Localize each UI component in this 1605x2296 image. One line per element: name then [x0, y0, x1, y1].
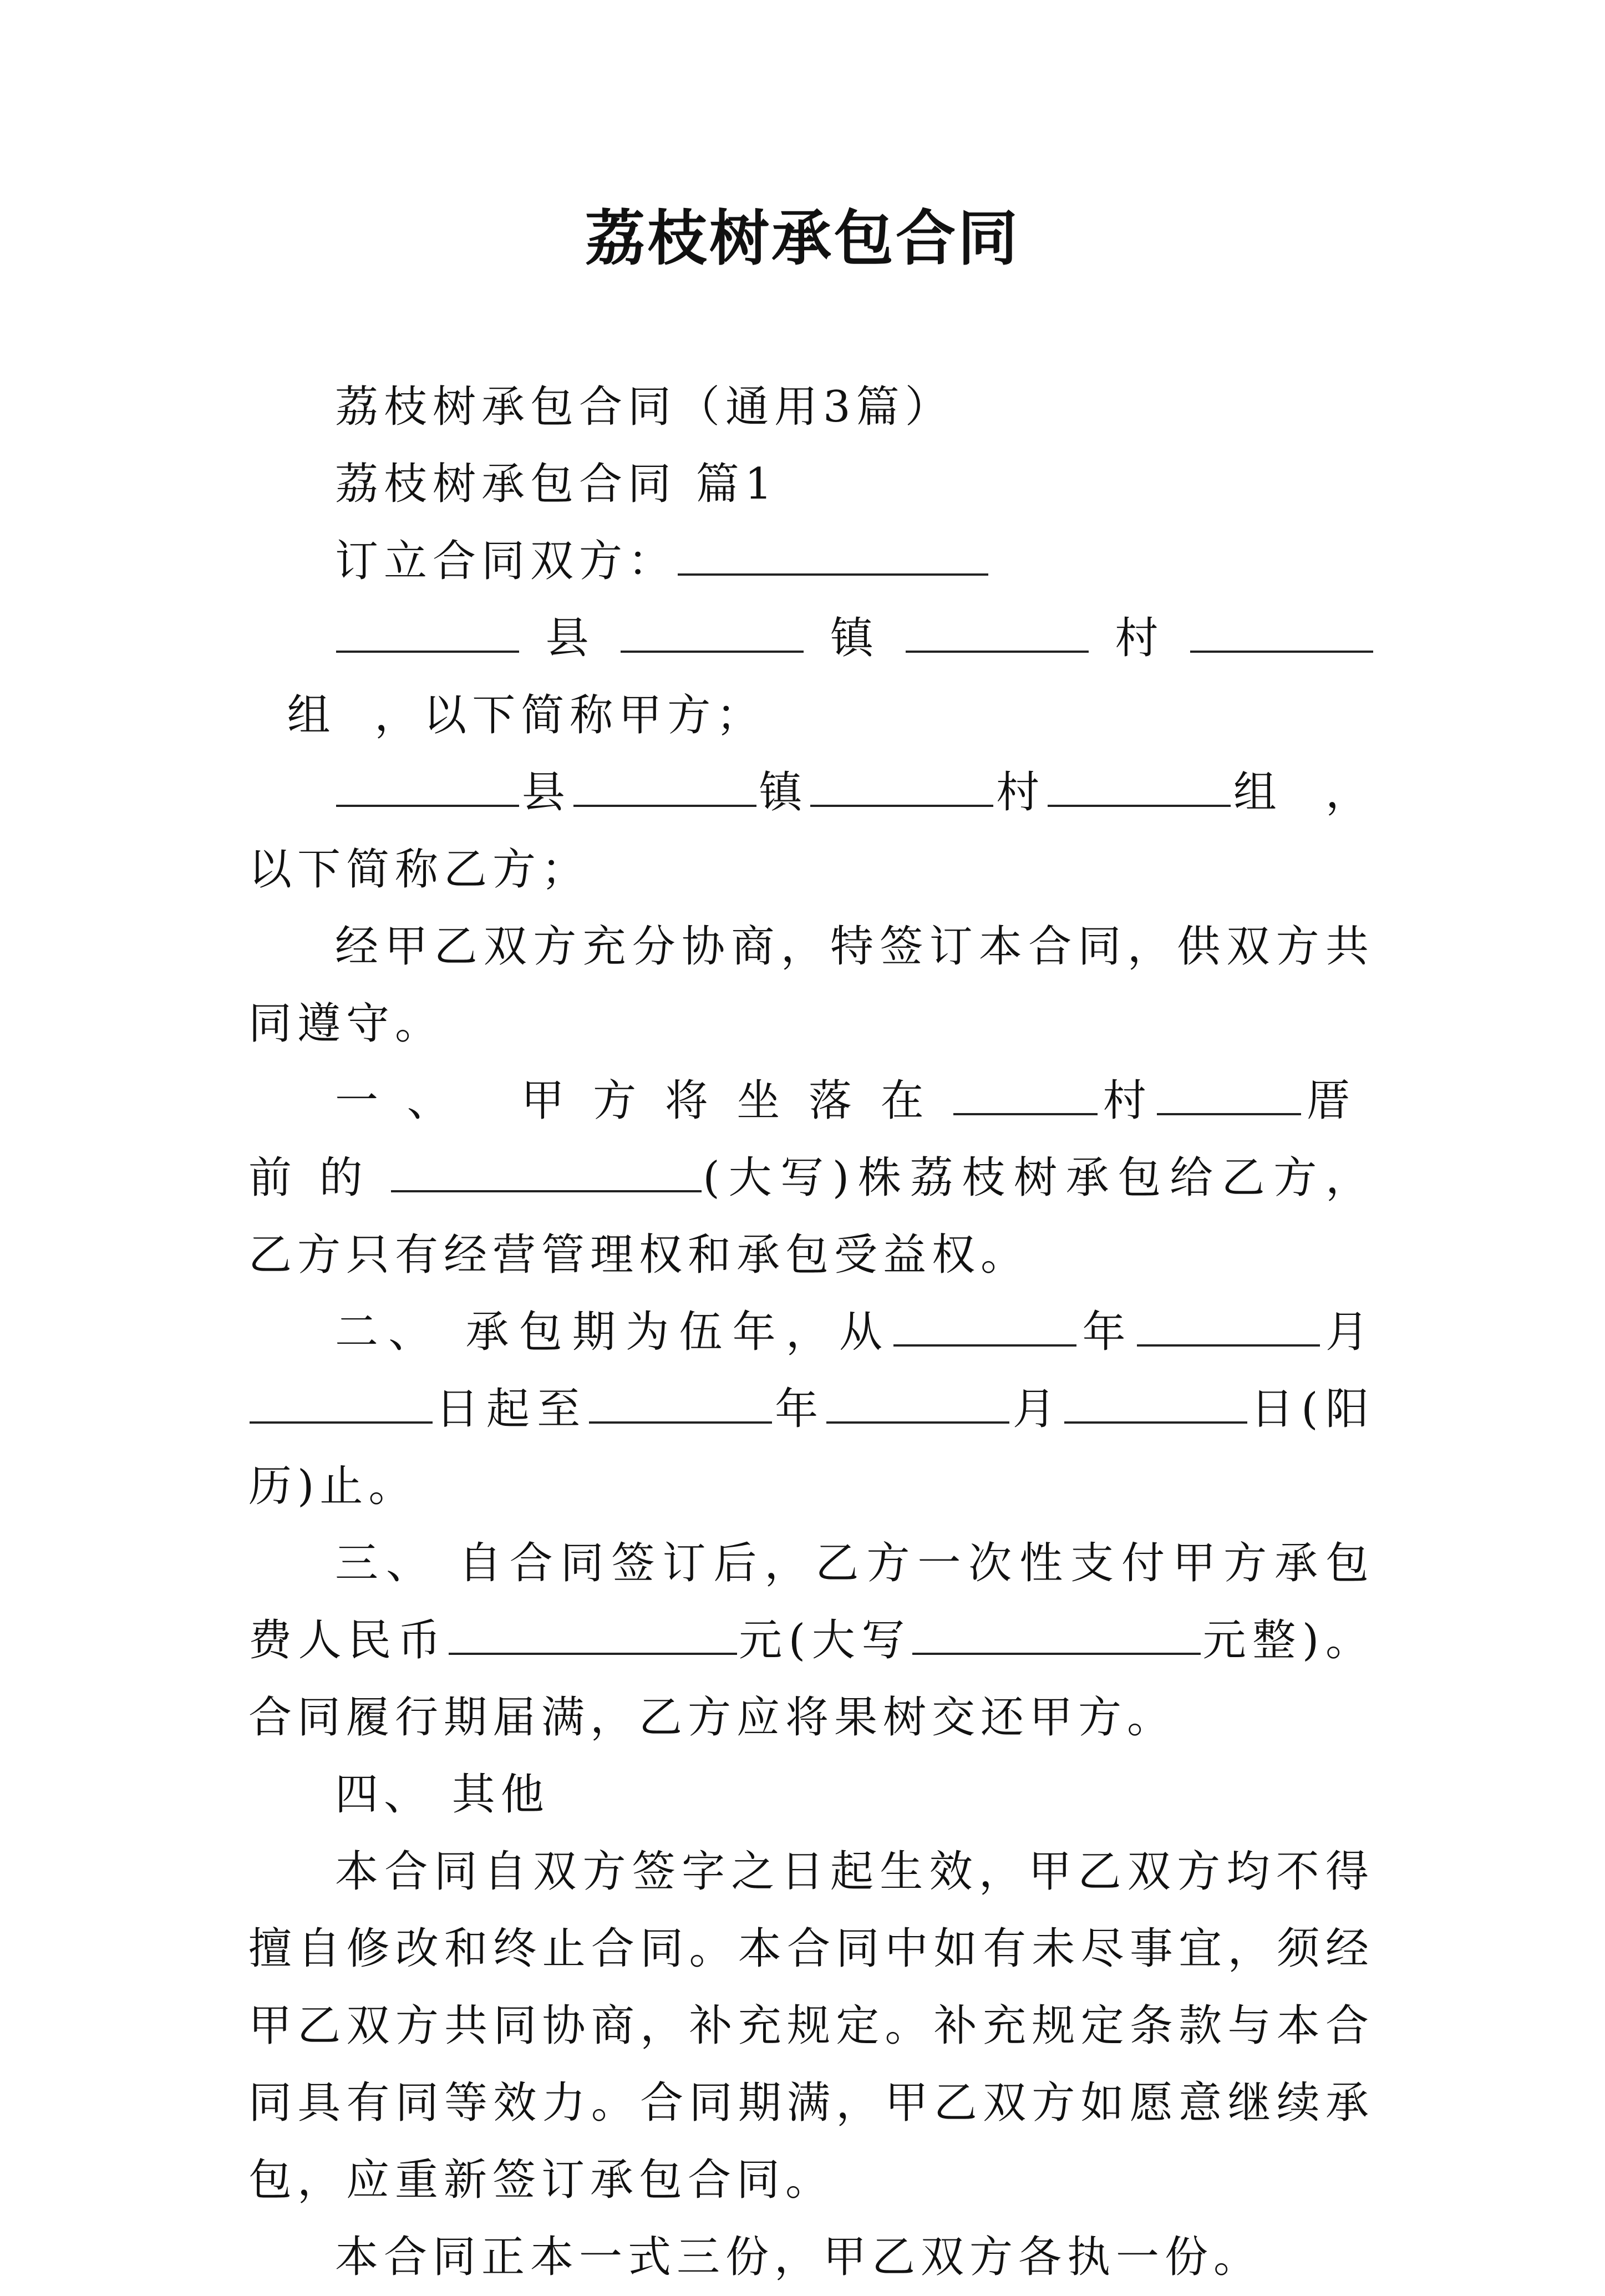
- fill-blank: [912, 1617, 1201, 1655]
- text-month: 月: [1010, 1384, 1064, 1434]
- paragraph-agreement: 经甲乙双方充分协商，特签订本合同，供双方共同遵守。: [248, 922, 1374, 1049]
- text-cun: 村: [1089, 613, 1189, 663]
- text-yuan-daxie: 元(大写: [738, 1616, 912, 1665]
- paragraph-subtitle: 荔枝树承包合同（通用3篇）: [335, 382, 954, 432]
- fill-blank: [1137, 1309, 1320, 1347]
- clause-3-end: 元整)。合同履行期届满，乙方应将果树交还甲方。: [248, 1616, 1374, 1743]
- paragraph-clause-3: [248, 1525, 1374, 1756]
- fill-blank: [1190, 615, 1373, 653]
- fill-blank: [250, 1386, 433, 1424]
- text-zu: 组: [287, 690, 336, 740]
- clause-1-end: (大写)株荔枝树承包给乙方，乙方只有经营管理权和承包受益权。: [248, 1153, 1374, 1280]
- clause-3-start: 三、 自合同签订后，乙方一次性支付甲方承包费人民币: [248, 1538, 1374, 1665]
- text-party-b-tail: ，以下简称乙方；: [248, 768, 1374, 895]
- fill-blank: [893, 1309, 1076, 1347]
- text-year: 年: [1078, 1307, 1136, 1357]
- fill-blank: [336, 769, 519, 807]
- paragraph-clause-4: 四、 其他: [335, 1770, 550, 1820]
- text-xian: 县: [520, 768, 572, 817]
- text-party-a-tail: ，以下简称甲方；: [374, 690, 765, 740]
- clause-1-start: 一、 甲方将坐落在: [335, 1076, 953, 1126]
- clause-2-start: 二、 承包期为伍年，从: [335, 1307, 893, 1357]
- fill-blank: [1064, 1386, 1247, 1424]
- document-body: [248, 369, 1374, 2296]
- document-title: 荔枝树承包合同: [585, 204, 1020, 273]
- fill-blank: [449, 1617, 737, 1655]
- fill-blank: [678, 538, 988, 576]
- text-xian: 县: [520, 613, 620, 663]
- paragraph-clause-1: [248, 1063, 1374, 1294]
- parties-label: 订立合同双方：: [335, 536, 677, 586]
- fill-blank: [391, 1155, 702, 1192]
- fill-blank: [810, 769, 993, 807]
- text-zhen: 镇: [805, 613, 905, 663]
- fill-blank: [573, 769, 756, 807]
- text-zu: 组: [1232, 768, 1284, 817]
- paragraph-clause-2: [248, 1294, 1374, 1525]
- fill-blank: [336, 615, 519, 653]
- fill-blank: [906, 615, 1089, 653]
- text-month: 月: [1320, 1307, 1374, 1357]
- fill-blank: [826, 1386, 1009, 1424]
- fill-blank: [1048, 769, 1231, 807]
- paragraph-section-heading: 荔枝树承包合同 篇1: [335, 459, 778, 509]
- text-year: 年: [773, 1384, 826, 1434]
- fill-blank: [953, 1078, 1098, 1115]
- paragraph-party-a: [248, 600, 1374, 754]
- text-zhen: 镇: [757, 768, 810, 817]
- text-cun: 村: [1099, 1076, 1156, 1126]
- paragraph-effectiveness: 本合同自双方签字之日起生效，甲乙双方均不得擅自修改和终止合同。本合同中如有未尽事宜，须经甲乙双方共同协商，补充规定。补充规定条款与本合同具有同等效力。合同期满，甲乙双方如愿意继续承包，应重新签订承包合同。: [248, 1847, 1374, 2205]
- paragraph-parties: [248, 523, 1374, 600]
- text-cuoqian: 厝前的: [248, 1076, 1374, 1203]
- paragraph-party-b: [248, 754, 1374, 908]
- fill-blank: [589, 1386, 772, 1424]
- fill-blank: [621, 615, 804, 653]
- fill-blank: [1157, 1078, 1301, 1115]
- text-cun: 村: [994, 768, 1047, 817]
- paragraph-copies: 本合同正本一式三份，甲乙双方各执一份。: [335, 2232, 1263, 2282]
- clause-2-end: 日(阳历)止。: [248, 1384, 1374, 1511]
- text-day-from: 日起至: [434, 1384, 588, 1434]
